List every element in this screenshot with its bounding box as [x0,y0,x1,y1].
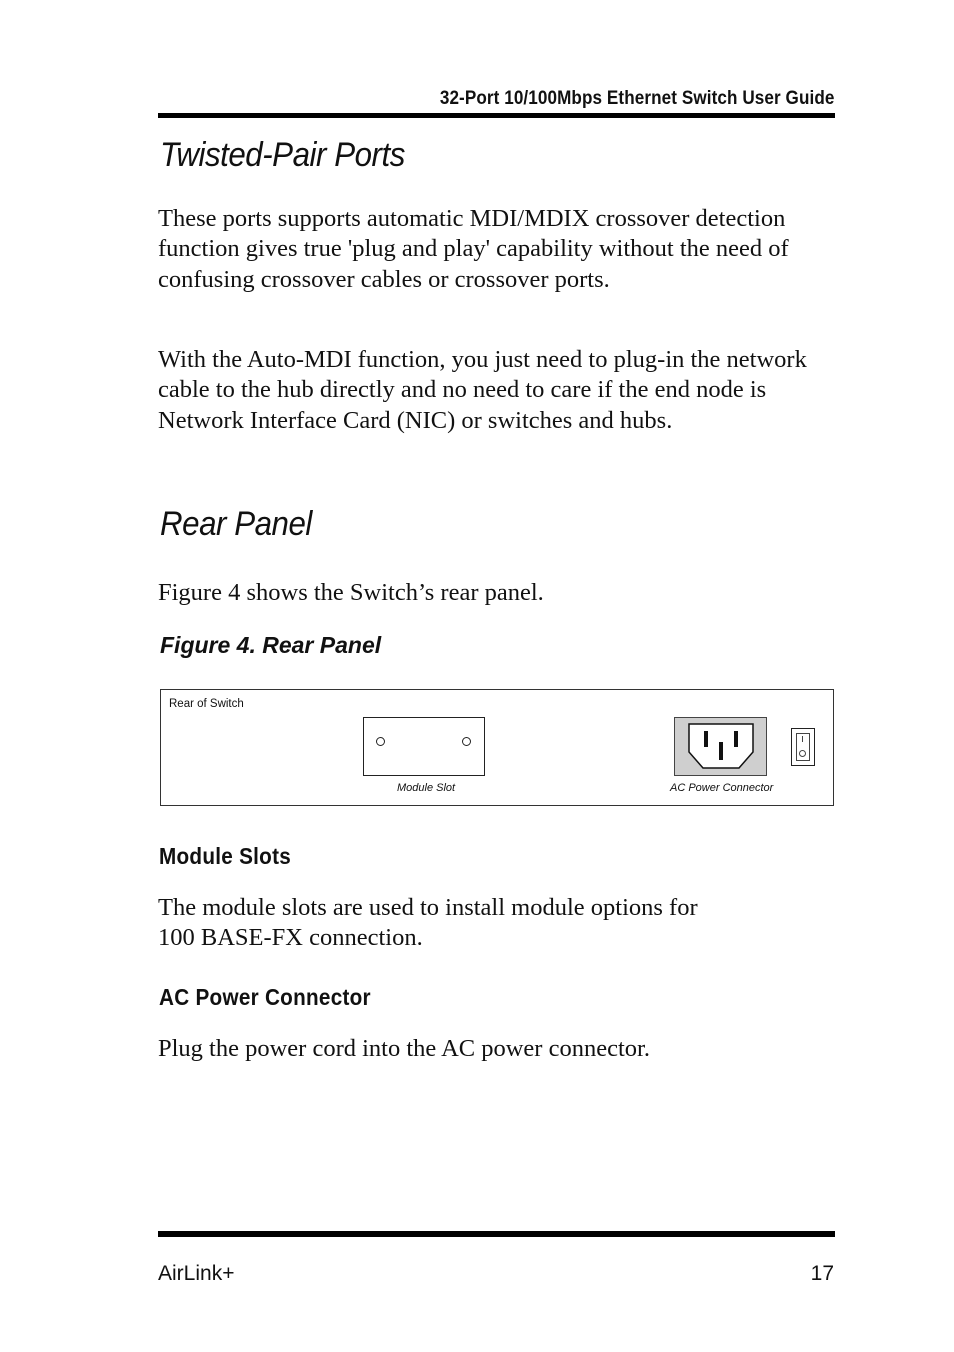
paragraph-ac-power: Plug the power cord into the AC power connector. [158,1035,650,1062]
heading-ac-power-connector: AC Power Connector [159,984,371,1010]
on-mark-icon [802,736,803,742]
page-number: 17 [810,1262,834,1285]
rear-panel-figure [160,689,834,806]
paragraph-twisted-2: With the Auto-MDI function, you just need to plug-in the network cable to the hub directly and no need to care if the end node is Network Interface Card (NIC) or switches and hubs. [158,346,807,434]
paragraph-rear-intro: Figure 4 shows the Switch’s rear panel. [158,579,544,606]
screw-icon [376,737,385,746]
header-rule [158,113,835,118]
off-mark-icon [799,750,806,757]
rocker-switch-icon [796,733,810,761]
figure-caption: Figure 4. Rear Panel [160,632,382,658]
rear-of-switch-label: Rear of Switch [169,698,244,710]
footer-rule [158,1231,835,1237]
ac-power-connector-label: AC Power Connector [670,782,774,794]
module-slots-line-1: The module slots are used to install module options for [158,894,698,921]
footer-brand: AirLink+ [158,1262,235,1285]
power-socket-icon [687,722,755,772]
section-title-rear-panel: Rear Panel [160,505,312,543]
paragraph-twisted-1: These ports supports automatic MDI/MDIX crossover detection function gives true 'plug and play' capability without the need of confusing crossover cables or crossover ports. [158,205,789,293]
heading-module-slots: Module Slots [159,843,292,869]
module-slot-label: Module Slot [397,782,456,794]
header-title: 32-Port 10/100Mbps Ethernet Switch User Guide [439,88,834,109]
module-slots-line-2: 100 BASE-FX connection. [158,924,423,952]
ac-power-connector-diagram [674,717,767,776]
module-slot-diagram [363,717,485,776]
section-title-twisted-pair: Twisted-Pair Ports [160,136,405,174]
screw-icon [462,737,471,746]
power-switch-diagram [791,728,815,766]
paragraph-module-slots [158,893,838,954]
